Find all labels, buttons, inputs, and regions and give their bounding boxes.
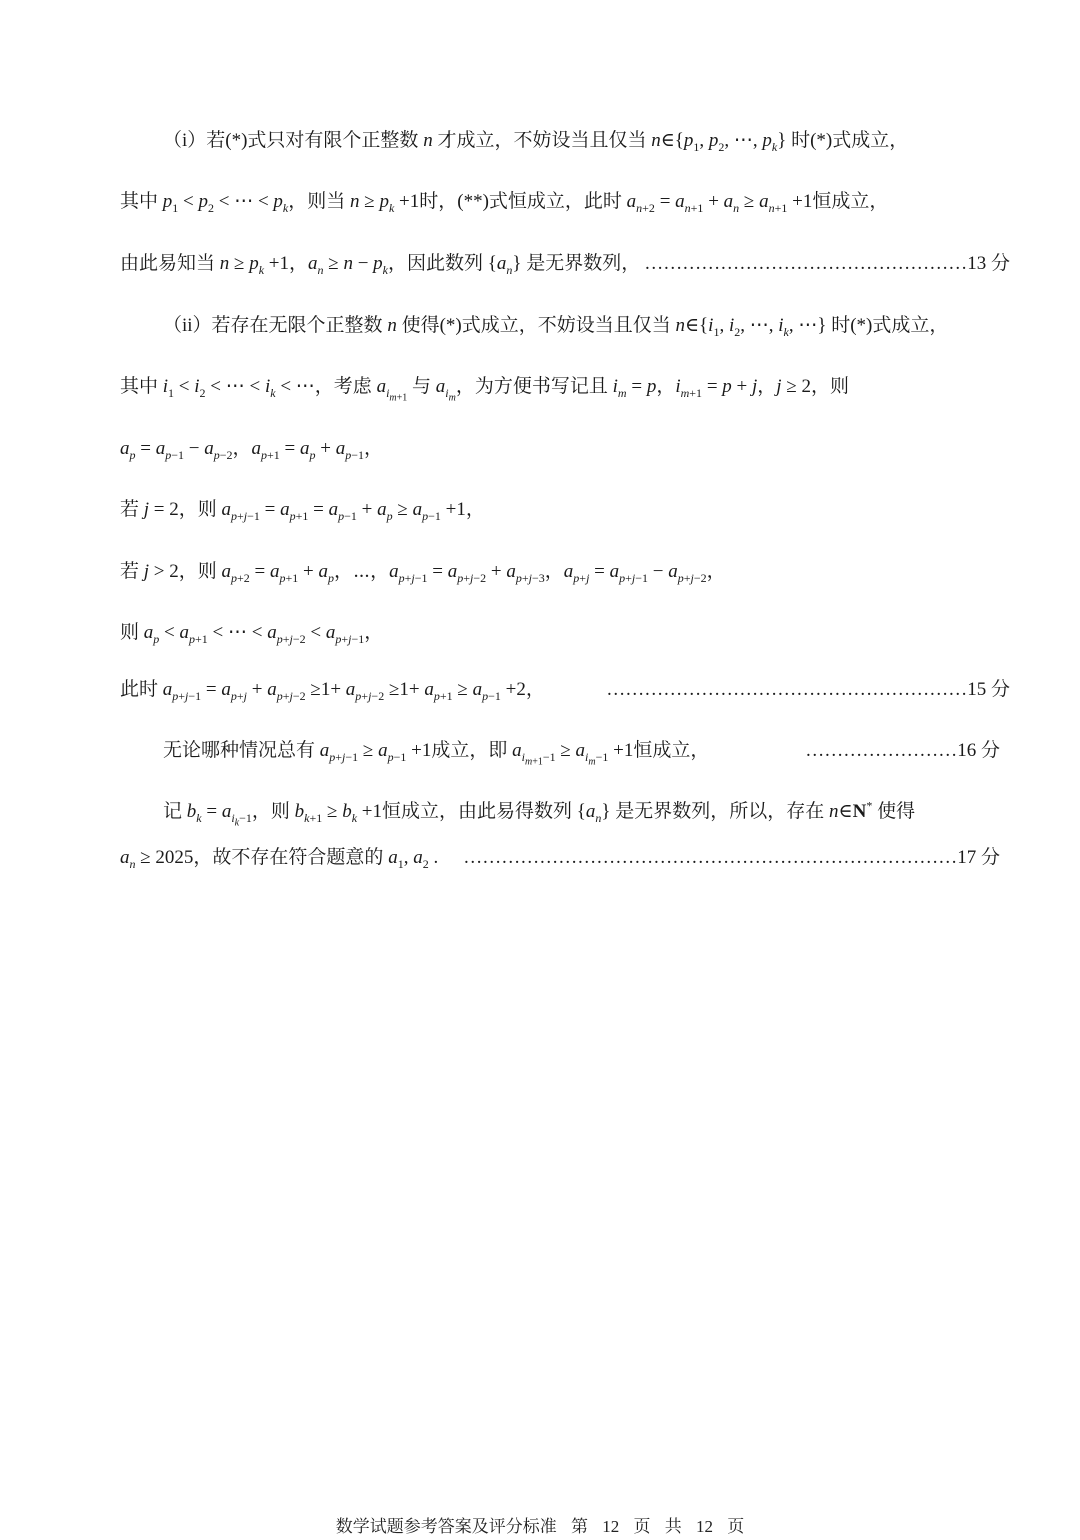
score-marker: ……………………………………………13 分 bbox=[644, 253, 1010, 274]
solution-line: 若 j > 2，则 $a_{p+2} = a_{p+1} + a_p$，⋯，$a_{p+j-1} = a_{p+j-2} + a_{p+j-3}$，$a_{p+j} = a_{p+j-1} - a_{p+j-2}$， bbox=[120, 561, 726, 585]
footer-total-pages: 共 12 页 bbox=[664, 1517, 745, 1536]
solution-line: （ii）若存在无限个正整数 n 使得(*)式成立，不妨设当且仅当 $n\in\{i_1$, $i_2$, ⋯, $i_k$, ⋯} 时(*)式成立， bbox=[163, 315, 949, 339]
page-footer bbox=[0, 1512, 1080, 1537]
solution-line: 由此易知当 $n \ge p_k +1$，$a_n \ge n - p_k$，因此数列 $\{a_n\}$ 是无界数列， ……………………………………………13 分 bbox=[120, 249, 1010, 279]
solution-line: 此时 $a_{p+j-1} = a_{p+j} + a_{p+j-2} \ge 1+ a_{p+j-2} \ge 1+ a_{p+1} \ge a_{p-1} +2$， …………………………………………………15 分 bbox=[120, 675, 1010, 705]
footer-page-number: 第 12 页 bbox=[571, 1517, 651, 1536]
solution-line: $a_n \ge 2025$，故不存在符合题意的 $a_1$, $a_2$ . ……………………………………………………………………17 分 bbox=[120, 843, 1000, 873]
solution-line: 其中 $p_1 < p_2$ < ⋯ < $p_k$，则当 $n \ge p_k +1$时，(**)式恒成立，此时 $a_{n+2} = a_{n+1} + a_n \ge a_{n+1} +1$恒成立， bbox=[120, 191, 889, 215]
solution-line: $a_p = a_{p-1} - a_{p-2}$，$a_{p+1} = a_p + a_{p-1}$， bbox=[120, 438, 384, 462]
score-marker: …………………………………………………15 分 bbox=[606, 679, 1010, 700]
solution-line: 其中 $i_1 < i_2$ < ⋯ < $i_k$ < ⋯，考虑 $a_{i_{m+1}}$ 与 $a_{i_m}$，为方便书写记且 $i_m = p$，$i_{m+1} = p + j$，j ≥ 2，则 bbox=[120, 376, 850, 404]
solution-line: 无论哪种情况总有 $a_{p+j-1} \ge a_{p-1} +1$成立，即 $a_{i_{m+1}-1} \ge a_{i_m-1} +1$恒成立， ……………………16 分 bbox=[163, 736, 1000, 766]
solution-line: 若 j = 2，则 $a_{p+j-1} = a_{p+1} = a_{p-1} + a_p \ge a_{p-1} +1$， bbox=[120, 499, 485, 523]
solution-line: （i）若(*)式只对有限个正整数 n 才成立，不妨设当且仅当 $n\in\{p_1$, $p_2$, ⋯, $p_k$} 时(*)式成立， bbox=[163, 130, 909, 154]
footer-title: 数学试题参考答案及评分标准 bbox=[335, 1517, 557, 1536]
solution-line: 则 $a_p < a_{p+1}$ < ⋯ < $a_{p+j-2} < a_{p+j-1}$， bbox=[120, 622, 384, 646]
score-marker: ……………………………………………………………………17 分 bbox=[463, 847, 1000, 868]
score-marker: ……………………16 分 bbox=[805, 740, 1000, 761]
solution-line: 记 $b_k = a_{i_k-1}$，则 $b_{k+1} \ge b_k +1$恒成立，由此易得数列 $\{a_n\}$ 是无界数列，所以，存在 n∈N* 使得 bbox=[163, 798, 916, 829]
